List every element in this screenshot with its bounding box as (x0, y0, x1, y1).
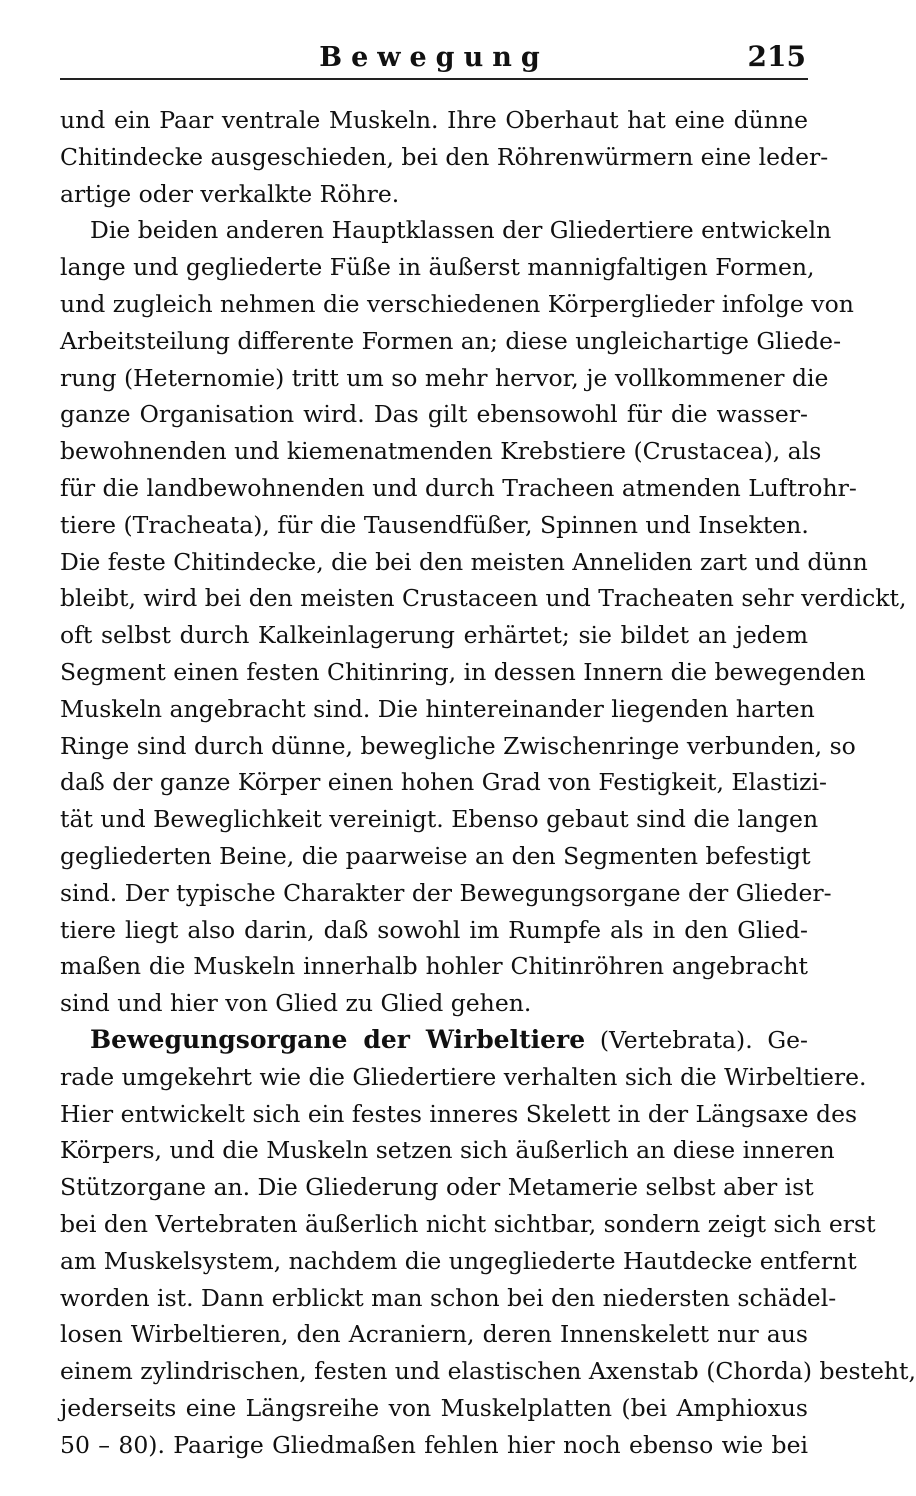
text-line: oft selbst durch Kalkeinlagerung erhärtet; sie bildet an jedem (60, 621, 808, 650)
text-line: bei den Vertebraten äußerlich nicht sichtbar, sondern zeigt sich erst (60, 1209, 876, 1238)
text-line: Muskeln angebracht sind. Die hintereinander liegenden harten (60, 694, 815, 723)
text-line: einem zylindrischen, festen und elastischen Axenstab (Chorda) besteht, (60, 1357, 916, 1386)
text-line: gegliederten Beine, die paarweise an den Segmenten befestigt (60, 841, 811, 870)
text-line: am Muskelsystem, nachdem die ungegliederte Hautdecke entfernt (60, 1246, 857, 1275)
text-line: bleibt, wird bei den meisten Crustaceen und Tracheaten sehr verdickt, (60, 584, 907, 613)
text-line: daß der ganze Körper einen hohen Grad von Festigkeit, Elastizi- (60, 768, 827, 797)
running-title: Bewegung (319, 42, 549, 73)
text-line: Segment einen festen Chitinring, in dessen Innern die bewegenden (60, 657, 866, 686)
text-line: tiere liegt also darin, daß sowohl im Rumpfe als in den Glied- (60, 915, 808, 944)
text-line: worden ist. Dann erblickt man schon bei den niedersten schädel- (60, 1283, 837, 1312)
text-line: bewohnenden und kiemenatmenden Krebstiere (Crustacea), als (60, 437, 822, 466)
heading-continuation: (Vertebrata). Ge- (599, 1025, 808, 1054)
body-text (60, 102, 916, 1463)
text-line: maßen die Muskeln innerhalb hohler Chitinröhren angebracht (60, 952, 808, 981)
text-line: Chitindecke ausgeschieden, bei den Röhrenwürmern eine leder- (60, 142, 829, 171)
text-line: lange und gegliederte Füße in äußerst mannigfaltigen Formen, (60, 253, 815, 282)
text-line: jederseits eine Längsreihe von Muskelplatten (bei Amphioxus (60, 1393, 808, 1422)
section-heading: Bewegungsorgane der Wirbeltiere (90, 1024, 586, 1054)
text-line: Die beiden anderen Hauptklassen der Gliedertiere entwickeln (90, 216, 832, 245)
text-line: Arbeitsteilung differente Formen an; diese ungleichartige Gliede- (60, 326, 842, 355)
text-line: Die feste Chitindecke, die bei den meisten Anneliden zart und dünn (60, 547, 868, 576)
text-line: und ein Paar ventrale Muskeln. Ihre Oberhaut hat eine dünne (60, 106, 808, 134)
text-line: Körpers, und die Muskeln setzen sich äußerlich an diese inneren (60, 1136, 835, 1165)
text-line: 50 – 80). Paarige Gliedmaßen fehlen hier noch ebenso wie bei (60, 1430, 808, 1459)
text-line: rung (Heternomie) tritt um so mehr hervor, je vollkommener die (60, 363, 829, 392)
text-line: tiere (Tracheata), für die Tausendfüßer, Spinnen und Insekten. (60, 510, 809, 539)
section-heading-line (60, 1022, 808, 1059)
text-line: Ringe sind durch dünne, bewegliche Zwischenringe verbunden, so (60, 731, 856, 760)
page-number: 215 (747, 40, 806, 73)
text-line: ganze Organisation wird. Das gilt ebensowohl für die wasser- (60, 400, 808, 429)
text-line: rade umgekehrt wie die Gliedertiere verhalten sich die Wirbeltiere. (60, 1062, 867, 1091)
text-line: sind und hier von Glied zu Glied gehen. (60, 989, 532, 1018)
text-line: für die landbewohnenden und durch Tracheen atmenden Luftrohr- (60, 473, 857, 502)
text-line: Hier entwickelt sich ein festes inneres Skelett in der Längsaxe des (60, 1099, 858, 1128)
text-line: losen Wirbeltieren, den Acraniern, deren Innenskelett nur aus (60, 1320, 808, 1349)
text-line: Stützorgane an. Die Gliederung oder Metamerie selbst aber ist (60, 1173, 814, 1202)
text-line: und zugleich nehmen die verschiedenen Körperglieder infolge von (60, 289, 854, 318)
page-header (60, 38, 808, 84)
header-rule (60, 78, 808, 80)
text-line: artige oder verkalkte Röhre. (60, 179, 400, 208)
text-line: sind. Der typische Charakter der Bewegungsorgane der Glieder- (60, 878, 832, 907)
text-line: tät und Beweglichkeit vereinigt. Ebenso gebaut sind die langen (60, 805, 819, 834)
